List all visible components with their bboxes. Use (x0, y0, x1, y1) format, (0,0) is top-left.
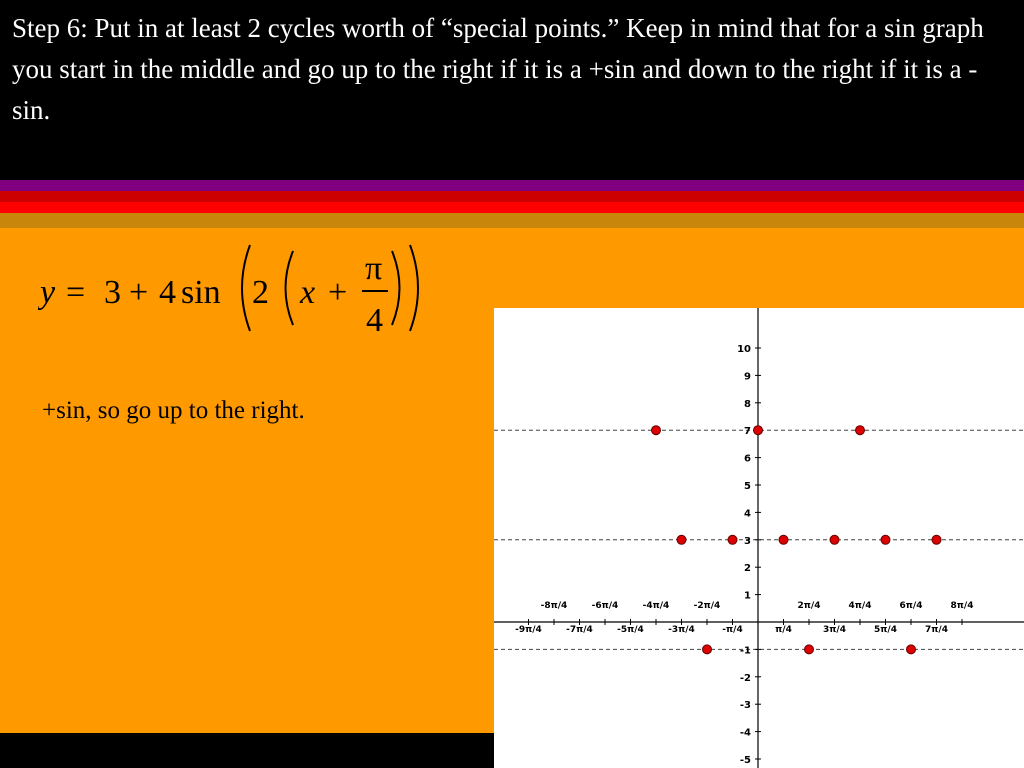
equation (38, 243, 458, 338)
data-point (932, 535, 941, 544)
x-tick-label: 8π/4 (950, 601, 974, 611)
data-point (754, 426, 763, 435)
eq-sin: sin (181, 274, 221, 311)
y-tick-label: -4 (739, 727, 751, 739)
y-tick-label: 10 (737, 344, 751, 355)
y-tick-label: 2 (744, 563, 751, 575)
x-tick-label: 6π/4 (899, 601, 923, 611)
stripe-red (0, 202, 1024, 213)
x-tick-label: 4π/4 (848, 601, 872, 611)
y-tick-label: 3 (744, 535, 751, 547)
y-tick-label: -1 (739, 645, 751, 657)
x-tick-label: -3π/4 (668, 625, 695, 635)
x-tick-label: 7π/4 (925, 625, 948, 635)
x-tick-label: -7π/4 (566, 625, 593, 635)
eq-four: 4 (159, 274, 176, 311)
x-tick-label: π/4 (775, 625, 792, 635)
x-tick-label: -2π/4 (693, 601, 721, 611)
data-point (856, 426, 865, 435)
paren-inner-left (286, 251, 294, 325)
x-tick-label: 5π/4 (874, 625, 897, 635)
x-tick-label: -8π/4 (540, 601, 568, 611)
y-tick-label: -3 (739, 700, 751, 712)
x-tick-label: -π/4 (722, 625, 743, 635)
paren-outer-left (242, 245, 250, 331)
y-tick-label: 6 (744, 453, 751, 465)
eq-two: 2 (252, 274, 269, 311)
eq-three: 3 (104, 274, 121, 311)
y-tick-label: 4 (744, 508, 751, 520)
x-tick-label: 2π/4 (797, 601, 821, 611)
data-point (703, 645, 712, 654)
x-tick-label: -9π/4 (515, 625, 542, 635)
data-point (907, 645, 916, 654)
y-tick-label: 8 (744, 398, 751, 410)
data-point (830, 535, 839, 544)
eq-plus-2: + (328, 274, 348, 311)
data-point (652, 426, 661, 435)
y-tick-label: -2 (739, 672, 751, 684)
x-tick-label: -5π/4 (617, 625, 644, 635)
eq-plus-1: + (129, 274, 149, 311)
y-tick-label: 5 (744, 481, 751, 492)
eq-x: x (300, 274, 316, 311)
x-tick-label: -6π/4 (591, 601, 619, 611)
paren-outer-right (410, 245, 418, 331)
stripe-purple (0, 180, 1024, 191)
eq-y: y (40, 274, 56, 311)
header-band (0, 0, 1024, 180)
y-tick-label: 7 (744, 426, 751, 438)
y-tick-label: -5 (739, 755, 751, 766)
eq-denominator: 4 (366, 302, 383, 338)
data-point (728, 535, 737, 544)
data-point (805, 645, 814, 654)
y-tick-label: 1 (744, 590, 751, 602)
stripe-gold (0, 213, 1024, 228)
x-tick-label: -4π/4 (642, 601, 670, 611)
data-point (881, 535, 890, 544)
sine-graph (494, 308, 1024, 768)
eq-pi: π (365, 250, 383, 287)
stripe-dark-red (0, 191, 1024, 202)
y-tick-label: 9 (744, 371, 751, 383)
data-point (677, 535, 686, 544)
data-point (779, 535, 788, 544)
x-tick-label: 3π/4 (823, 625, 846, 635)
paren-inner-right (392, 251, 400, 325)
direction-note: +sin, so go up to the right. (42, 397, 305, 424)
eq-equals: = (66, 274, 86, 311)
step-instruction-text: Step 6: Put in at least 2 cycles worth of “special points.” Keep in mind that for a sin graph you start in the middle and go up to the right if it is a +sin and down to the right if it is a -sin. (12, 13, 984, 125)
